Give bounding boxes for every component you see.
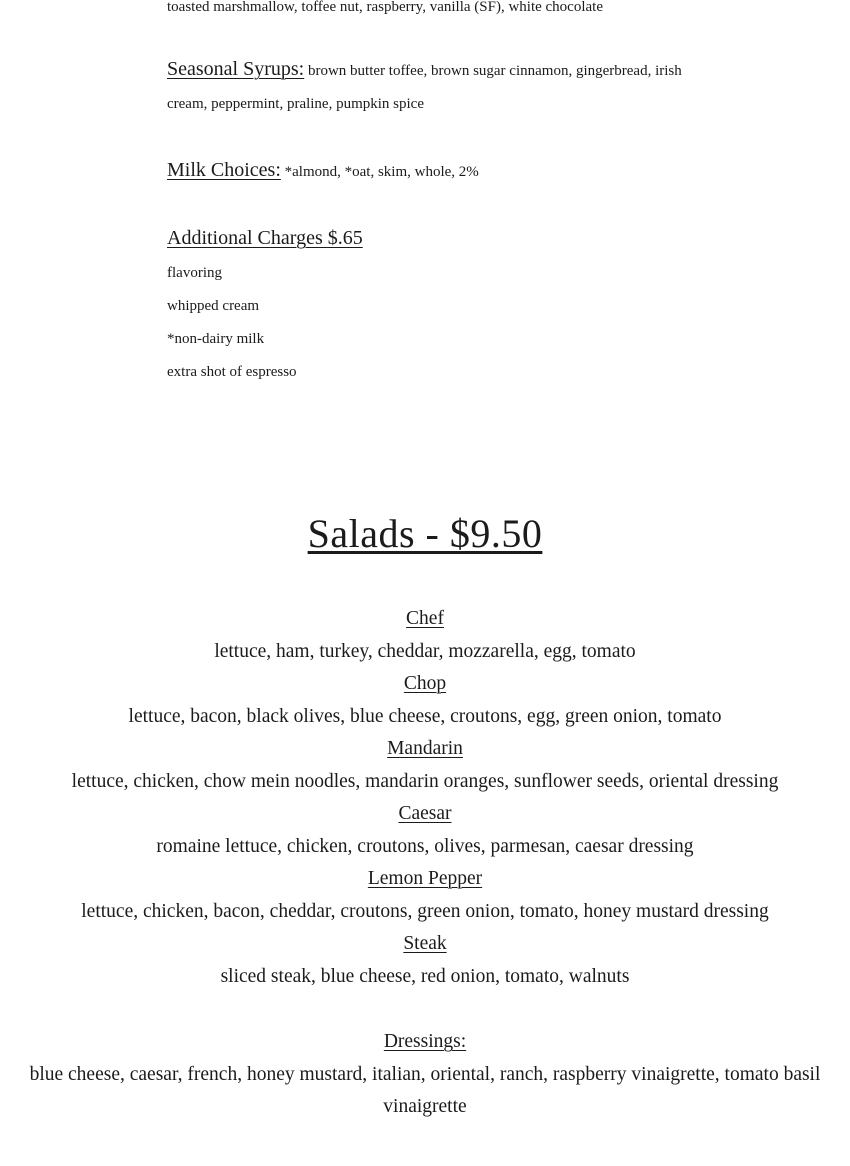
- salad-list: [20, 603, 830, 993]
- seasonal-syrups-heading: Seasonal Syrups:: [167, 58, 305, 80]
- salad-name: Chef: [406, 608, 444, 629]
- salad-name: Lemon Pepper: [367, 868, 483, 889]
- dressings-block: [20, 1026, 830, 1124]
- salad-item: [20, 798, 830, 863]
- salad-name: Caesar: [398, 803, 452, 824]
- milk-choices-paragraph: [167, 154, 722, 189]
- salad-item: [20, 733, 830, 798]
- additional-charge-item: extra shot of espresso: [167, 364, 297, 380]
- additional-charge-item: flavoring: [167, 265, 222, 281]
- additional-charges-heading: Additional Charges $.65: [167, 227, 363, 249]
- salad-ingredients: sliced steak, blue cheese, red onion, tomato, walnuts: [220, 965, 630, 987]
- additional-charge-item: whipped cream: [167, 298, 260, 314]
- drinks-menu-section: [167, 0, 722, 389]
- salad-ingredients: lettuce, bacon, black olives, blue cheese, croutons, egg, green onion, tomato: [128, 705, 722, 727]
- salad-ingredients: lettuce, ham, turkey, cheddar, mozzarella, egg, tomato: [214, 640, 636, 662]
- salad-name: Steak: [403, 933, 447, 954]
- salads-menu-section: [0, 508, 850, 1124]
- salad-item: [20, 668, 830, 733]
- salad-item: [20, 863, 830, 928]
- salad-name: Mandarin: [387, 738, 463, 759]
- salad-item: [20, 603, 830, 668]
- additional-charge-item: *non-dairy milk: [167, 331, 265, 347]
- salad-name: Chop: [403, 673, 447, 694]
- milk-choices-heading: Milk Choices:: [167, 159, 281, 181]
- additional-charges-paragraph: [167, 222, 722, 257]
- dressings-list: blue cheese, caesar, french, honey mustard, italian, oriental, ranch, raspberry vinaigrette, tomato basil vinaigrette: [29, 1063, 821, 1117]
- salad-ingredients: lettuce, chicken, bacon, cheddar, croutons, green onion, tomato, honey mustard dressing: [81, 900, 769, 922]
- salads-section-title: Salads - $9.50: [307, 511, 543, 556]
- flavor-list-overflow-line: toasted marshmallow, toffee nut, raspberry, vanilla (SF), white chocolate: [167, 0, 603, 15]
- salad-ingredients: romaine lettuce, chicken, croutons, olives, parmesan, caesar dressing: [156, 835, 694, 857]
- dressings-heading: Dressings:: [383, 1031, 467, 1052]
- seasonal-syrups-list: brown butter toffee, brown sugar cinnamon, gingerbread, irish cream, peppermint, praline, pumpkin spice: [167, 63, 682, 112]
- seasonal-syrups-paragraph: [167, 53, 722, 121]
- salad-ingredients: lettuce, chicken, chow mein noodles, mandarin oranges, sunflower seeds, oriental dressing: [71, 770, 779, 792]
- milk-choices-list: *almond, *oat, skim, whole, 2%: [284, 164, 479, 180]
- salad-item: [20, 928, 830, 993]
